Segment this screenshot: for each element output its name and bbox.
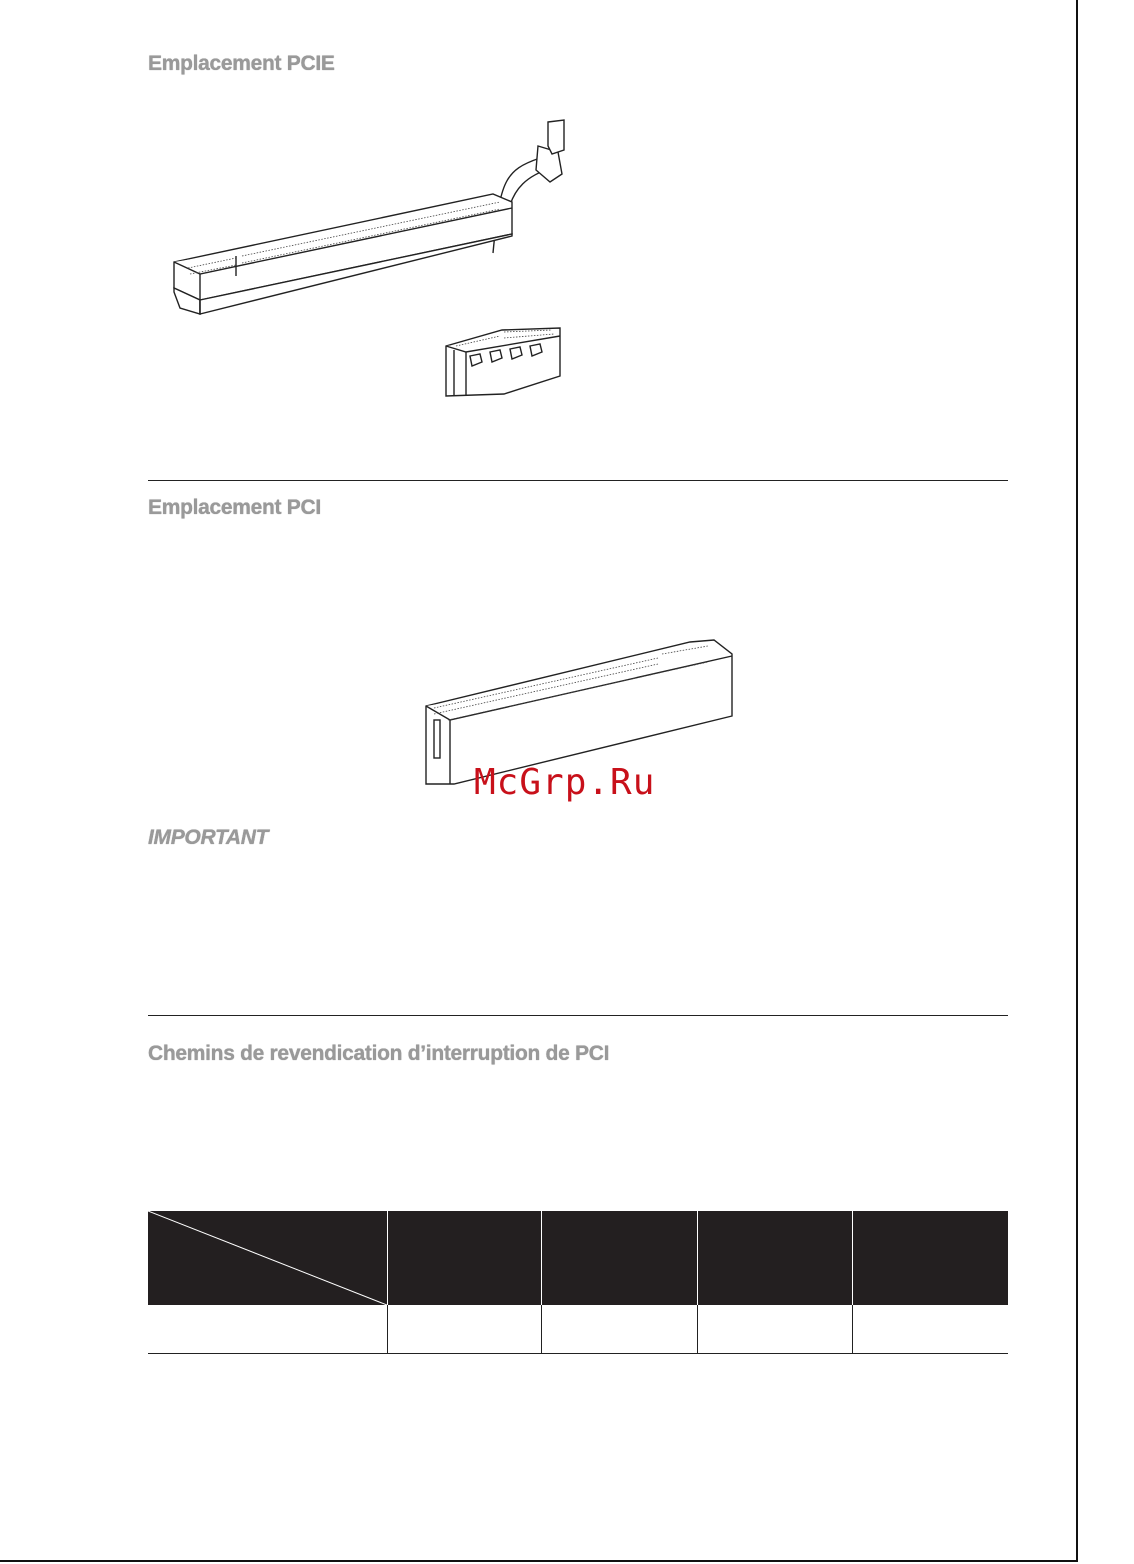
table-header-cell: [387, 1211, 541, 1305]
table-cell: [852, 1305, 1008, 1354]
diagonal-divider: [148, 1211, 387, 1305]
irq-routing-heading: Chemins de revendication d’interruption de PCI: [148, 1042, 610, 1065]
table-header-row: [148, 1211, 1008, 1305]
pcie-slot-heading: Emplacement PCIE: [148, 52, 335, 75]
important-heading: IMPORTANT: [148, 826, 269, 849]
table-cell: [387, 1305, 541, 1354]
table-corner-cell: [148, 1211, 387, 1305]
pci-slot-heading: Emplacement PCI: [148, 496, 321, 519]
page-border-bottom: [0, 1560, 1078, 1562]
table-cell: [541, 1305, 697, 1354]
section-divider: [148, 480, 1008, 481]
table-header-cell: [852, 1211, 1008, 1305]
pcie-x1-slot-illustration: [442, 322, 567, 402]
watermark: McGrp.Ru: [474, 762, 656, 803]
table-cell: [697, 1305, 852, 1354]
section-divider: [148, 1015, 1008, 1016]
irq-routing-table: [148, 1211, 1008, 1354]
pcie-x16-slot-illustration: [160, 110, 590, 320]
table-header-cell: [541, 1211, 697, 1305]
table-cell: [148, 1305, 387, 1354]
table-header-cell: [697, 1211, 852, 1305]
table-row: [148, 1305, 1008, 1354]
page-border-right: [1076, 0, 1078, 1562]
